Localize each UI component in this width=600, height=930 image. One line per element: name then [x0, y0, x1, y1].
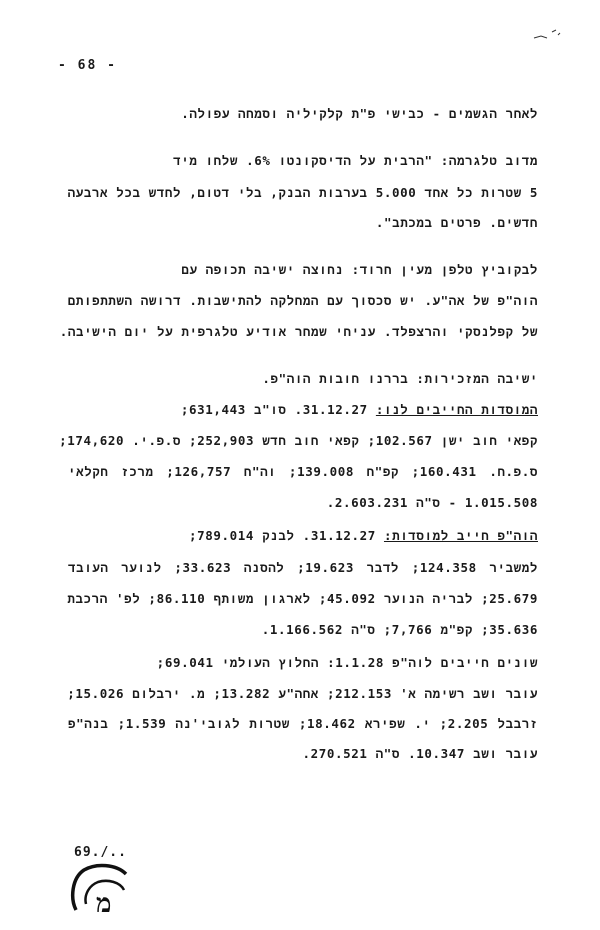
paragraph-telegram-line-1: מדוב טלגרמה: "הרבית על הדיסקונטו 6%. שלחו מיד	[173, 153, 538, 168]
liabilities-line-1: למשביר 124.358; לדבר 19.623; להסנה 33.623; לנוער העובד	[68, 560, 538, 575]
liabilities-label: הוה"פ חייב למוסדות:	[383, 528, 538, 543]
liabilities-line-3: 35.636; קפ"מ 7,766; ס"ה 1.166.562.	[261, 622, 538, 637]
various-debtors-line-4: עובר ושב 10.347. ס"ה 270.521.	[302, 746, 538, 761]
debtors-total: 31.12.27. סו"ב 631,443;	[180, 402, 376, 417]
stamp-glyph: מ	[96, 889, 112, 919]
debtors-label: המוסדות החייבים לנו:	[375, 402, 538, 417]
debtors-line-2: ס.פ.ח. 160.431; קפ"ח 139.008; וה"ח 126,757; מרכז חקלאי	[68, 464, 539, 479]
paragraph-secretariat: ישיבה המזכירות: בררנו חובות הוה"פ.	[262, 371, 538, 386]
heading: לאחר הגשמים - כבישי פ"ת קלקיליה וסמחה עפולה.	[181, 106, 538, 121]
liabilities-bank: 31.12.27. לבנק 789.014;	[188, 528, 384, 543]
page-number: - 68 -	[58, 58, 117, 73]
archive-stamp-icon	[66, 860, 136, 920]
various-debtors-line-2: עובר ושב רשימה א' 212.153; אחה"ע 13.282; מ. ירבלום 15.026;	[67, 686, 538, 701]
paragraph-phone-line-3: של קפלנסקי והרצפלד. עניחי שמחר אודיע טלגרפית על יום הישיבה.	[59, 324, 538, 339]
continuation-marker: 69./..	[74, 845, 127, 860]
liabilities-line-2: 25.679; לבריה הנוער 45.092; לארגון משותף 86.110; לפ' הרכבת	[67, 591, 538, 606]
paragraph-phone-line-2: הוה"פ של אה"ע. יש סכסוך עם המחלקה להתישבות. דרושה השתתפותם	[67, 293, 538, 308]
various-debtors-line-1: שונים חייבים לוה"פ 1.1.28: החלוץ העולמי 69.041;	[156, 655, 538, 670]
various-debtors-line-3: זרבבל 2.205; י. שפירא 18.462; שטרות לגובי'נה 1.539; בנה"פ	[68, 716, 538, 731]
paragraph-phone-line-1: לבקוביץ טלפן מעין חרוד: נחוצה ישיבה תכופה עם	[181, 262, 538, 277]
debtors-line-3: 1.015.508 - ס"ה 2.603.231.	[326, 495, 538, 510]
liabilities-heading-line	[189, 528, 538, 544]
paragraph-telegram-line-3: חדשים. פרטים במכתב".	[375, 215, 538, 230]
paragraph-telegram-line-2: 5 שטרות כל אחד 5.000 בערבות הבנק, בלי דטום, לחדש בכל ארבעה	[67, 185, 538, 200]
pen-mark-icon	[532, 28, 562, 42]
debtors-heading-line	[181, 402, 538, 418]
debtors-line-1: קפאי חוב ישן 102.567; קפאי חוב חדש 252,903; ס.פ.י. 174,620;	[59, 433, 538, 448]
